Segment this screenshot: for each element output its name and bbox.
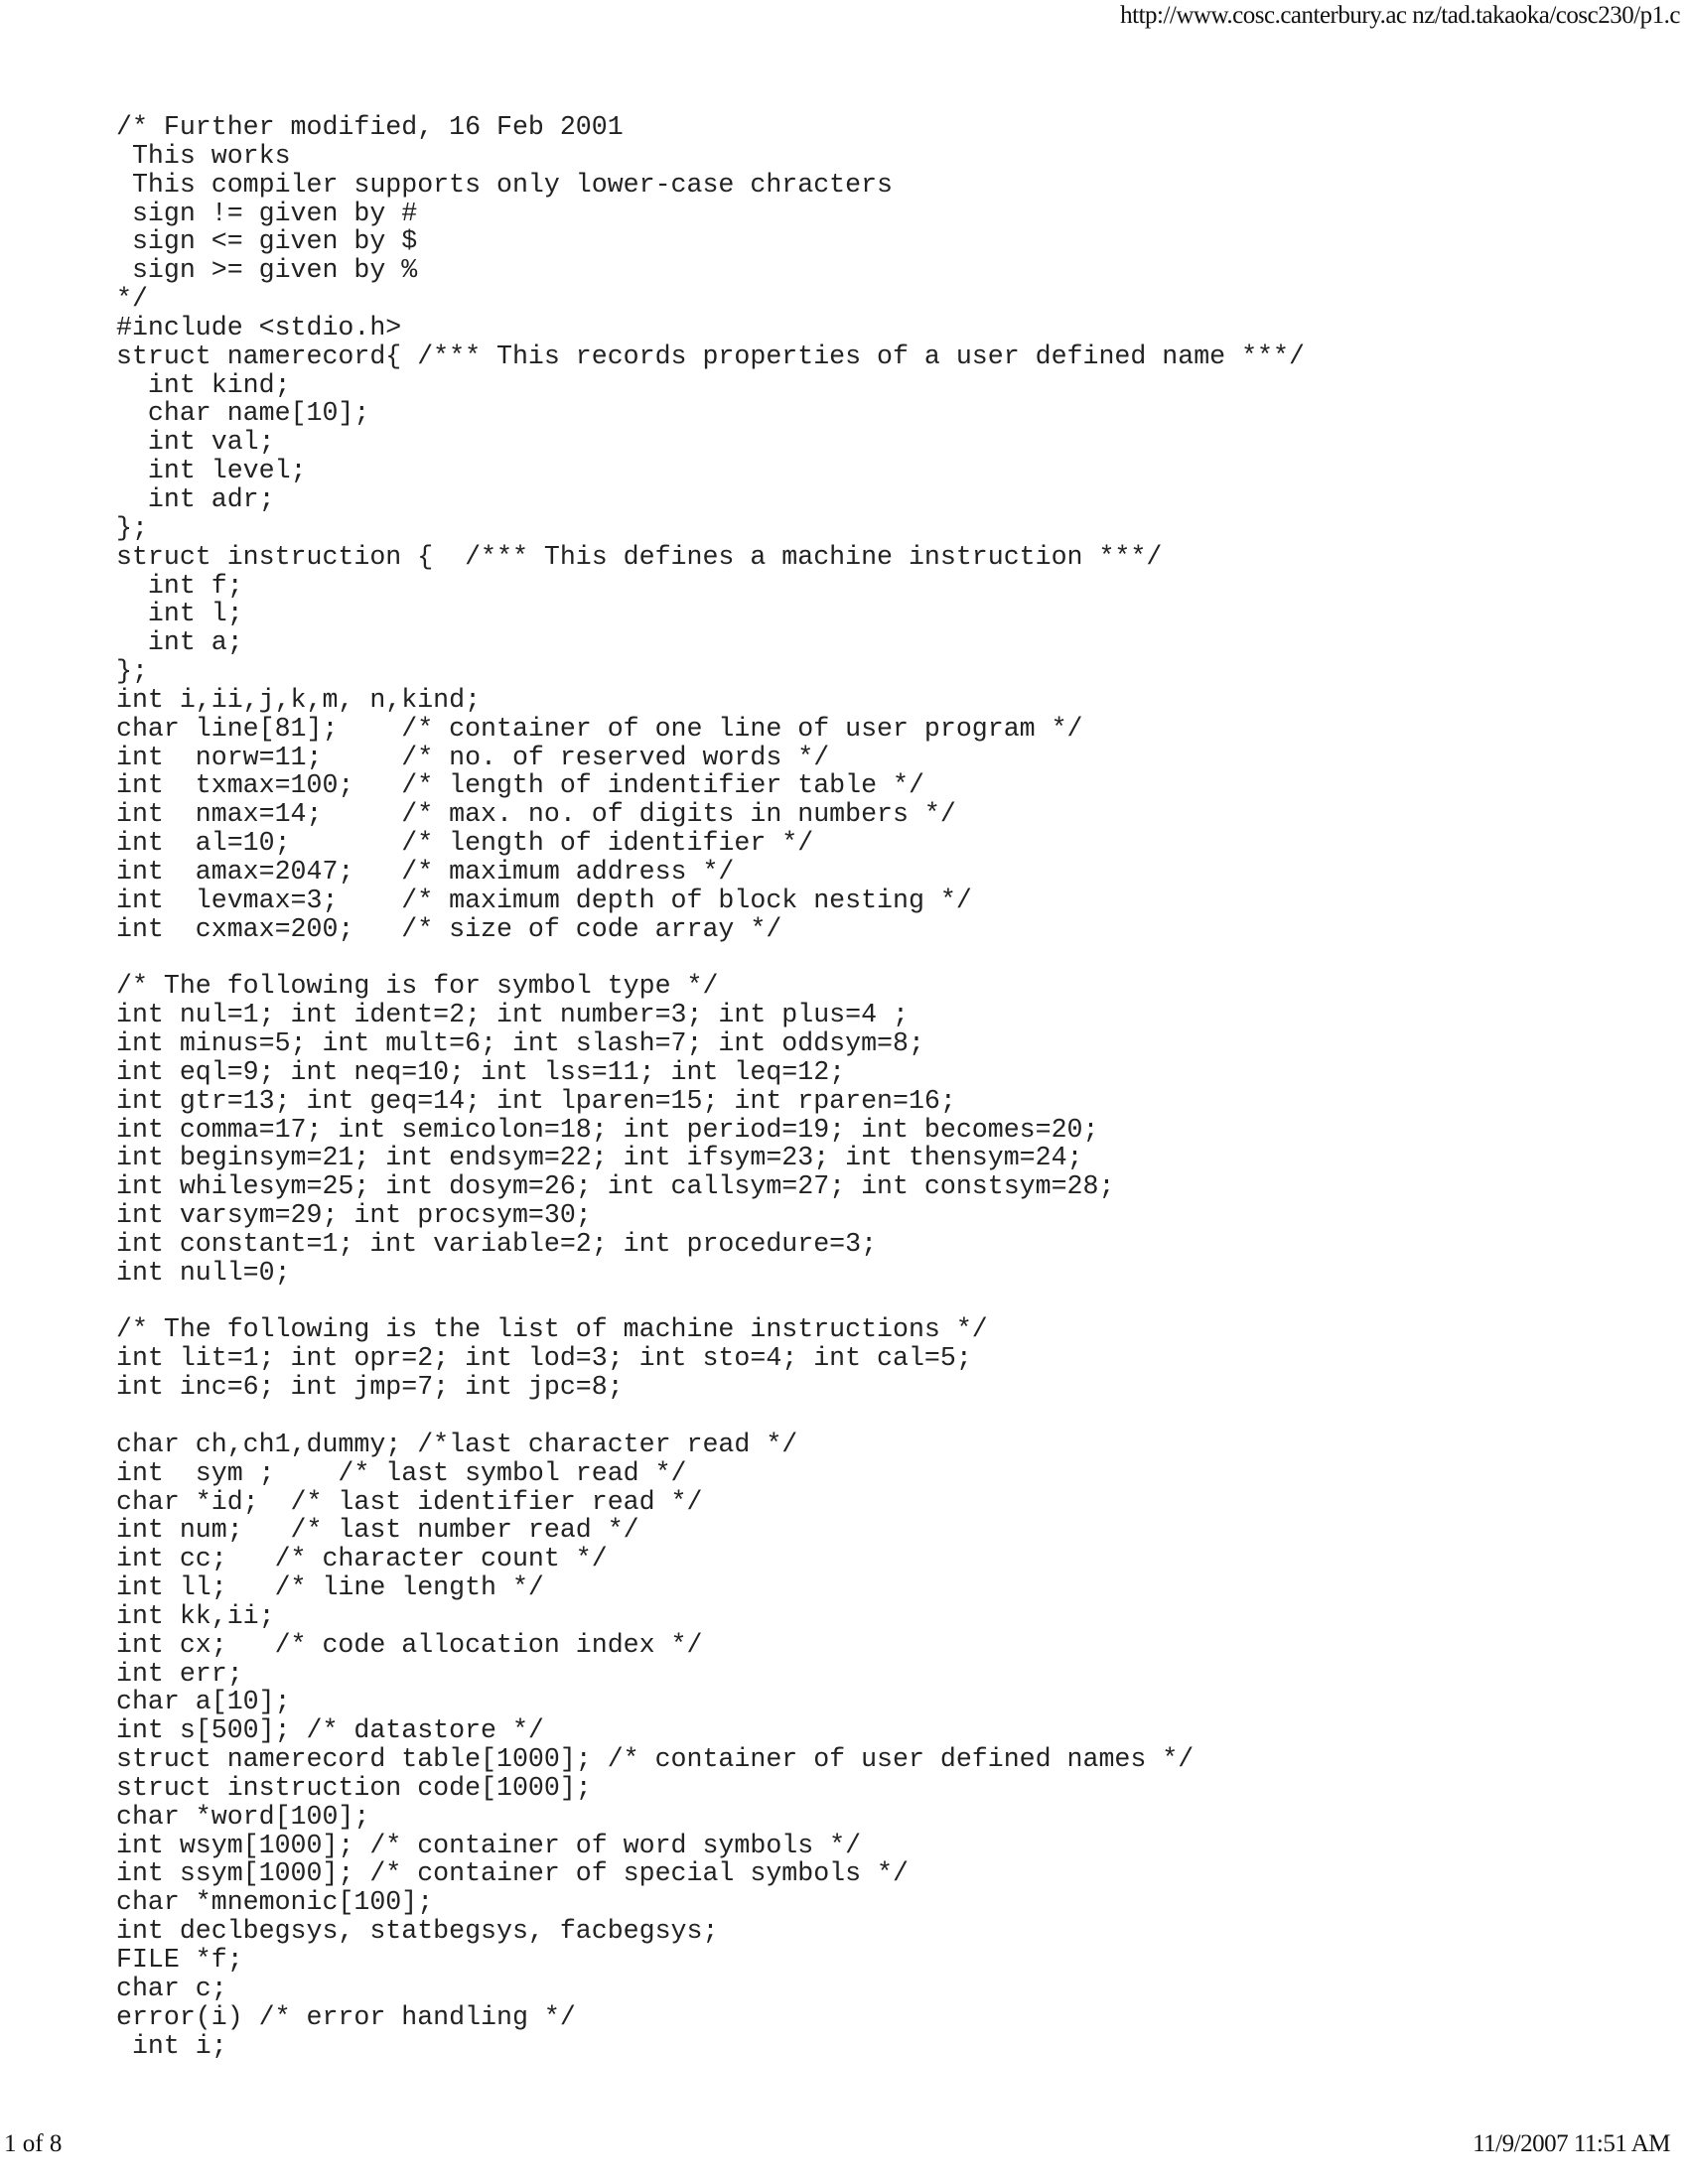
code-line: int varsym=29; int procsym=30;: [116, 1200, 592, 1231]
code-line: int cx; /* code allocation index */: [116, 1629, 703, 1660]
code-line: [116, 1402, 1305, 1431]
code-line: This works: [116, 140, 291, 171]
code-line: int cc; /* character count */: [116, 1544, 608, 1574]
code-line: /* Further modified, 16 Feb 2001: [116, 112, 624, 142]
code-line: char ch,ch1,dummy; /*last character read */: [116, 1429, 798, 1459]
code-line: int i,ii,j,k,m, n,kind;: [116, 684, 482, 715]
code-line: char *id; /* last identifier read */: [116, 1486, 703, 1517]
code-line: int gtr=13; int geq=14; int lparen=15; int rparen=16;: [116, 1085, 956, 1116]
code-line: int wsym[1000]; /* container of word symbols */: [116, 1830, 862, 1860]
code-line: int cxmax=200; /* size of code array */: [116, 913, 782, 944]
code-line: int lit=1; int opr=2; int lod=3; int sto=4; int cal=5;: [116, 1343, 972, 1374]
code-line: int num; /* last number read */: [116, 1515, 639, 1546]
code-line: char c;: [116, 1973, 227, 2003]
code-line: */: [116, 284, 148, 315]
code-line: int amax=2047; /* maximum address */: [116, 856, 735, 887]
code-line: int constant=1; int variable=2; int procedure=3;: [116, 1228, 878, 1259]
code-line: struct instruction code[1000];: [116, 1772, 592, 1803]
code-line: int ll; /* line length */: [116, 1572, 544, 1603]
code-line: int s[500]; /* datastore */: [116, 1715, 544, 1746]
code-line: #include <stdio.h>: [116, 312, 402, 342]
page-url-header: http://www.cosc.canterbury.ac nz/tad.takaoka/cosc230/p1.c: [1120, 2, 1680, 29]
code-line: This compiler supports only lower-case chracters: [116, 169, 893, 200]
code-line: int null=0;: [116, 1257, 291, 1288]
code-line: int a;: [116, 627, 243, 658]
code-line: int f;: [116, 570, 243, 601]
code-line: char line[81]; /* container of one line of user program */: [116, 713, 1083, 744]
source-code-listing: [116, 113, 1305, 2060]
code-line: char *word[100];: [116, 1801, 370, 1832]
code-line: int kk,ii;: [116, 1600, 275, 1631]
code-line: int err;: [116, 1658, 243, 1689]
code-line: struct instruction { /*** This defines a machine instruction ***/: [116, 541, 1163, 572]
code-line: int sym ; /* last symbol read */: [116, 1457, 687, 1488]
code-line: /* The following is for symbol type */: [116, 971, 719, 1002]
code-line: struct namerecord{ /*** This records properties of a user defined name ***/: [116, 341, 1305, 371]
code-line: int declbegsys, statbegsys, facbegsys;: [116, 1916, 719, 1947]
code-line: int beginsym=21; int endsym=22; int ifsym=23; int thensym=24;: [116, 1143, 1083, 1173]
code-line: /* The following is the list of machine instructions */: [116, 1314, 988, 1345]
code-line: int kind;: [116, 369, 291, 400]
code-line: int minus=5; int mult=6; int slash=7; int oddsym=8;: [116, 1028, 924, 1058]
code-line: int level;: [116, 456, 307, 486]
code-line: };: [116, 656, 148, 687]
code-line: struct namerecord table[1000]; /* container of user defined names */: [116, 1744, 1195, 1775]
code-line: sign >= given by %: [116, 255, 418, 286]
code-line: char name[10];: [116, 398, 370, 429]
code-line: int val;: [116, 427, 275, 458]
code-line: int adr;: [116, 483, 275, 514]
code-line: int nmax=14; /* max. no. of digits in numbers */: [116, 799, 956, 830]
code-line: int inc=6; int jmp=7; int jpc=8;: [116, 1372, 624, 1403]
code-line: int comma=17; int semicolon=18; int period=19; int becomes=20;: [116, 1114, 1099, 1145]
code-line: [116, 943, 1305, 972]
code-line: int nul=1; int ident=2; int number=3; int plus=4 ;: [116, 1000, 909, 1030]
code-line: int whilesym=25; int dosym=26; int callsym=27; int constsym=28;: [116, 1171, 1115, 1202]
code-line: sign != given by #: [116, 198, 418, 228]
code-line: int ssym[1000]; /* container of special symbols */: [116, 1858, 909, 1889]
code-line: int norw=11; /* no. of reserved words */: [116, 742, 830, 772]
code-line: char a[10];: [116, 1687, 291, 1717]
code-line: int l;: [116, 599, 243, 629]
page-number: 1 of 8: [4, 2130, 63, 2157]
code-line: char *mnemonic[100];: [116, 1887, 434, 1918]
code-line: error(i) /* error handling */: [116, 2001, 576, 2032]
code-line: sign <= given by $: [116, 226, 418, 257]
print-datetime: 11/9/2007 11:51 AM: [1473, 2130, 1670, 2157]
code-line: };: [116, 512, 148, 543]
code-line: int levmax=3; /* maximum depth of block nesting */: [116, 885, 972, 915]
code-line: [116, 1288, 1305, 1316]
code-line: int txmax=100; /* length of indentifier table */: [116, 770, 924, 801]
code-line: int al=10; /* length of identifier */: [116, 828, 814, 859]
code-line: int eql=9; int neq=10; int lss=11; int leq=12;: [116, 1056, 846, 1087]
code-line: int i;: [116, 2030, 227, 2061]
code-line: FILE *f;: [116, 1945, 243, 1975]
